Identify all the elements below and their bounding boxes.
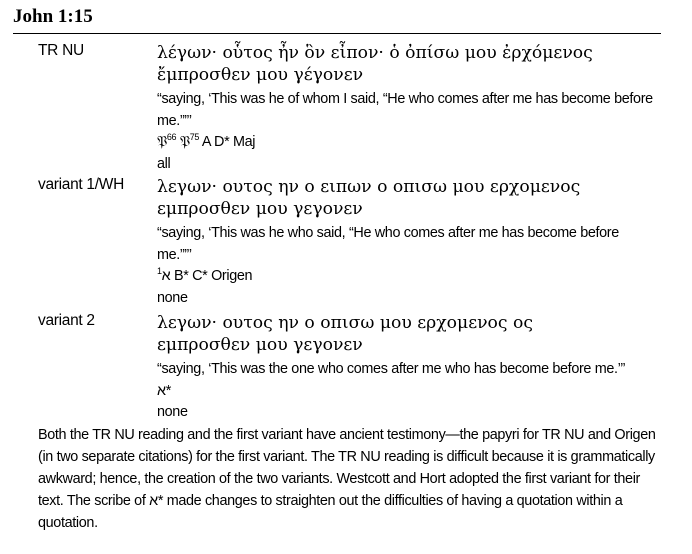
- manuscript-witnesses: [157, 266, 677, 288]
- reading-body: [157, 176, 677, 309]
- witness-superscript: 1: [157, 266, 162, 277]
- witness-superscript: 75: [189, 132, 200, 143]
- greek-text-line: λεγων· ουτος ην ο ειπων ο οπισω μου ερχομενος: [157, 177, 581, 197]
- editions-accepting: all: [157, 155, 171, 172]
- english-translation: “saying, ‘This was the one who comes after me who has become before me.’”: [157, 361, 625, 377]
- reading-label: variant 1/WH: [38, 176, 124, 193]
- heading-rule: [13, 33, 661, 34]
- passage-reference: John 1:15: [13, 6, 93, 27]
- greek-text-line: εμπροσθεν μου γεγονεν: [157, 199, 363, 219]
- discussion-paragraph: Both the TR NU reading and the first variant have ancient testimony—the papyri for TR NU and Origen (in two separate citations) for the first variant. The TR NU reading is difficult because it is grammatically awkward; hence, the creation of the two variants. Westcott and Hort adopted the first variant for their text. The scribe of א* made changes to straighten out the difficulties of having a quotation within a quotation.: [38, 427, 656, 531]
- editions-accepting: none: [157, 404, 188, 420]
- witness-siglum: א: [161, 268, 171, 284]
- manuscript-witnesses: [157, 381, 677, 403]
- greek-text-line: ἔμπροσθεν μου γέγονεν: [157, 65, 364, 85]
- witness-siglum: 𝔓: [176, 134, 190, 150]
- witness-superscript: 66: [166, 132, 177, 143]
- reading-body: [157, 42, 677, 175]
- witness-list: B* C* Origen: [170, 268, 253, 284]
- manuscript-witnesses: [157, 132, 677, 154]
- greek-text-line: λέγων· οὗτος ἦν ὃν εἶπον· ὁ ὀπίσω μου ἐρχόμενος: [157, 43, 593, 63]
- greek-text-line: λεγων· ουτος ην ο οπισω μου ερχομενος ος: [157, 313, 533, 333]
- witness-siglum: 𝔓: [157, 134, 167, 150]
- reading-body: [157, 312, 677, 424]
- english-translation: “saying, ‘This was he of whom I said, “He who comes after me has become before me.””’: [157, 91, 653, 129]
- reading-label: TR NU: [38, 42, 84, 59]
- witness-list: A D* Maj: [199, 134, 256, 150]
- greek-text-line: εμπροσθεν μου γεγονεν: [157, 335, 363, 355]
- editions-accepting: none: [157, 289, 188, 306]
- reading-label: variant 2: [38, 312, 95, 329]
- english-translation: “saying, ‘This was he who said, “He who comes after me has become before me.””’: [157, 225, 619, 263]
- witness-siglum: א*: [157, 382, 171, 399]
